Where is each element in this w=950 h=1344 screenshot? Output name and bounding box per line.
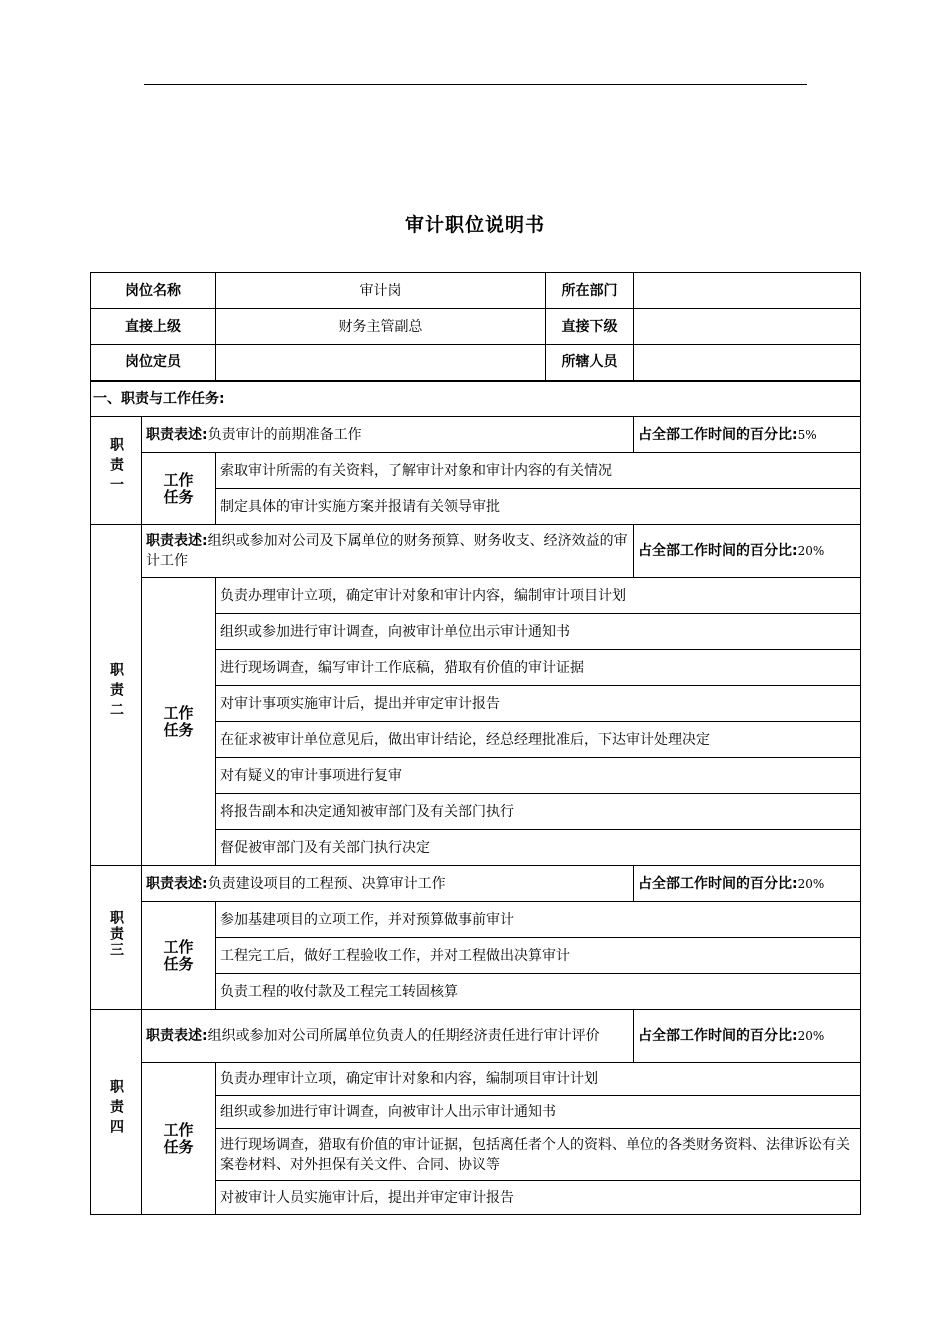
duty-2-percentage [634, 525, 861, 578]
position-name-value: 审计岗 [216, 273, 546, 309]
staff-label: 所辖人员 [546, 345, 634, 381]
duty-3-task-3: 负责工程的收付款及工程完工转固核算 [216, 974, 861, 1010]
duty-1-desc-text: 负责审计的前期准备工作 [207, 426, 362, 443]
duty-desc-label: 职责表述: [146, 1028, 208, 1044]
duty-3-heading [91, 866, 142, 1010]
duty-4-heading [91, 1010, 142, 1215]
duty-4-name: 职责四 [108, 1078, 124, 1139]
subordinate-value [634, 309, 861, 345]
duty-2-task-4: 对审计事项实施审计后，提出并审定审计报告 [216, 686, 861, 722]
duty-1-percentage [634, 417, 861, 453]
task-label: 工作任务 [163, 1120, 194, 1156]
duty-4-task-2: 组织或参加进行审计调查，向被审计人出示审计通知书 [216, 1096, 861, 1129]
job-description-table [90, 272, 861, 1215]
position-name-label: 岗位名称 [91, 273, 216, 309]
duty-1-name: 职责一 [108, 437, 124, 497]
duty-3-desc-text: 负责建设项目的工程预、决算审计工作 [207, 875, 446, 892]
duty-3-percentage [634, 866, 861, 902]
pct-label: 占全部工作时间的百分比: [638, 426, 798, 443]
subordinate-label: 直接下级 [546, 309, 634, 345]
duty-2-task-8: 督促被审部门及有关部门执行决定 [216, 830, 861, 866]
duty-3-name: 职责三 [108, 910, 124, 958]
duty-2-task-2: 组织或参加进行审计调查，向被审计单位出示审计通知书 [216, 614, 861, 650]
headcount-label: 岗位定员 [91, 345, 216, 381]
duty-4-task-heading [142, 1063, 216, 1215]
pct-label: 占全部工作时间的百分比: [638, 875, 798, 892]
duty-1-task-heading [142, 453, 216, 525]
task-label: 工作任务 [163, 703, 194, 739]
duty-3-task-heading [142, 902, 216, 1010]
duty-2-task-heading [142, 578, 216, 866]
duty-4-task-1: 负责办理审计立项，确定审计对象和内容，编制项目审计计划 [216, 1063, 861, 1096]
section-title: 一、职责与工作任务: [91, 381, 861, 417]
staff-value [634, 345, 861, 381]
duty-2-task-7: 将报告副本和决定通知被审部门及有关部门执行 [216, 794, 861, 830]
duty-2-task-6: 对有疑义的审计事项进行复审 [216, 758, 861, 794]
duty-desc-label: 职责表述: [146, 533, 208, 549]
pct-label: 占全部工作时间的百分比: [638, 1028, 798, 1044]
duty-3-description [142, 866, 634, 902]
duty-3-task-2: 工程完工后，做好工程验收工作，并对工程做出决算审计 [216, 938, 861, 974]
duty-2-name: 职责二 [108, 661, 124, 722]
duty-2-desc-text: 组织或参加对公司及下属单位的财务预算、财务收支、经济效益的审计工作 [146, 533, 628, 569]
pct-label: 占全部工作时间的百分比: [638, 543, 798, 559]
duty-desc-label: 职责表述: [146, 875, 208, 892]
duty-4-task-3: 进行现场调查，猎取有价值的审计证据，包括离任者个人的资料、单位的各类财务资料、法律诉讼有关案卷材料、对外担保有关文件、合同、协议等 [216, 1129, 861, 1181]
duty-3-pct-value: 20% [797, 876, 825, 891]
department-value [634, 273, 861, 309]
duty-1-task-1: 索取审计所需的有关资料，了解审计对象和审计内容的有关情况 [216, 453, 861, 489]
duty-3-task-1: 参加基建项目的立项工作，并对预算做事前审计 [216, 902, 861, 938]
duty-desc-label: 职责表述: [146, 426, 208, 443]
duty-2-heading [91, 525, 142, 866]
document-title: 审计职位说明书 [404, 214, 545, 236]
duty-4-desc-text: 组织或参加对公司所属单位负责人的任期经济责任进行审计评价 [207, 1028, 600, 1044]
task-label: 工作任务 [163, 470, 194, 506]
headcount-value [216, 345, 546, 381]
duty-2-description [142, 525, 634, 578]
header-rule [144, 84, 807, 85]
duty-4-description [142, 1010, 634, 1063]
duty-1-task-2: 制定具体的审计实施方案并报请有关领导审批 [216, 489, 861, 525]
duty-2-task-5: 在征求被审计单位意见后，做出审计结论，经总经理批准后，下达审计处理决定 [216, 722, 861, 758]
duty-1-description [142, 417, 634, 453]
superior-label: 直接上级 [91, 309, 216, 345]
duty-1-pct-value: 5% [797, 427, 817, 442]
duty-2-task-3: 进行现场调查，编写审计工作底稿，猎取有价值的审计证据 [216, 650, 861, 686]
duty-2-pct-value: 20% [797, 544, 825, 558]
superior-value: 财务主管副总 [216, 309, 546, 345]
task-label: 工作任务 [163, 937, 194, 973]
duty-4-pct-value: 20% [797, 1029, 825, 1043]
department-label: 所在部门 [546, 273, 634, 309]
duty-4-task-4: 对被审计人员实施审计后，提出并审定审计报告 [216, 1181, 861, 1215]
duty-2-task-1: 负责办理审计立项，确定审计对象和审计内容，编制审计项目计划 [216, 578, 861, 614]
duty-4-percentage [634, 1010, 861, 1063]
duty-1-heading [91, 417, 142, 525]
